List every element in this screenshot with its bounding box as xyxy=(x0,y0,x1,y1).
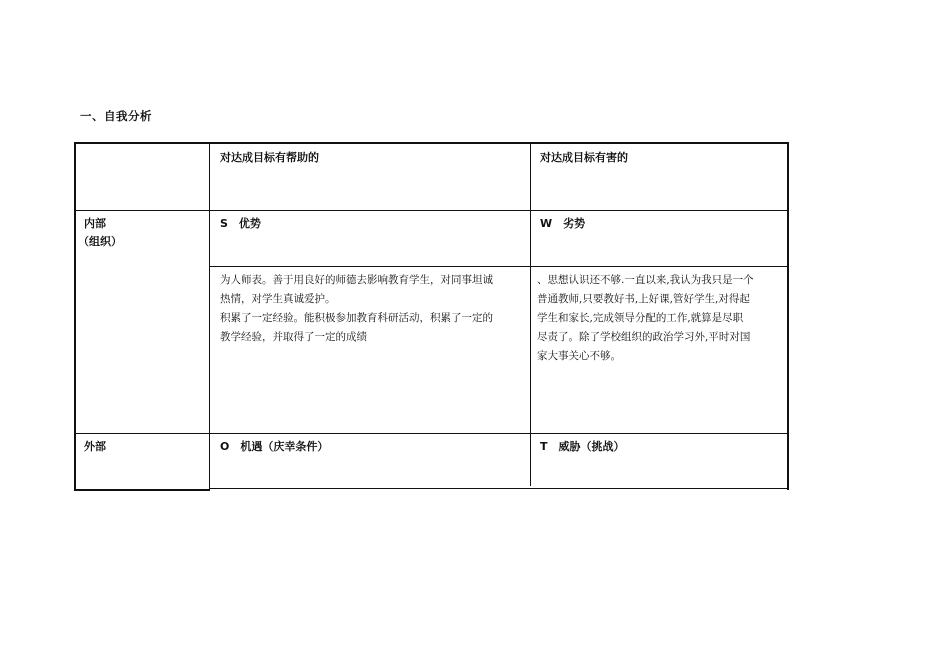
row-divider-2 xyxy=(209,266,789,267)
row-divider-3 xyxy=(74,433,789,434)
weaknesses-content xyxy=(537,271,785,366)
section-heading: 一、自我分析 xyxy=(80,109,152,123)
strengths-line: 积累了一定经验。能积极参加教育科研活动，积累了一定的 xyxy=(220,312,493,324)
strengths-content xyxy=(220,271,528,347)
table-bottom-border xyxy=(209,488,789,489)
table-right-border xyxy=(787,142,789,490)
row-label-external: 外部 xyxy=(84,440,106,453)
header-harmful: 对达成目标有害的 xyxy=(540,151,628,164)
column-divider-1 xyxy=(209,142,210,491)
row-label-organization: （组织） xyxy=(78,235,122,248)
strengths-line: 热情，对学生真诚爱护。 xyxy=(220,293,336,305)
strengths-line: 为人师表。善于用良好的师德去影响教育学生，对同事坦诚 xyxy=(220,274,493,286)
threats-title: T 威胁（挑战） xyxy=(540,440,625,453)
weaknesses-line: 普通教师,只要教好书,上好课,管好学生,对得起 xyxy=(537,293,750,305)
opportunities-title: O 机遇（庆幸条件） xyxy=(220,440,329,453)
swot-table xyxy=(74,142,789,491)
table-top-border xyxy=(74,142,789,144)
weaknesses-line: 家大事关心不够。 xyxy=(537,350,621,362)
column-divider-2 xyxy=(530,142,531,486)
weaknesses-line: 尽责了。除了学校组织的政治学习外,平时对国 xyxy=(537,331,751,343)
row-label-internal: 内部 xyxy=(84,217,106,230)
table-bottom-left-border xyxy=(74,489,210,491)
strengths-title: S 优势 xyxy=(220,217,261,230)
weaknesses-line: 、思想认识还不够.一直以来,我认为我只是一个 xyxy=(537,274,754,286)
strengths-line: 教学经验，并取得了一定的成绩 xyxy=(220,331,367,343)
table-left-border xyxy=(74,142,76,491)
row-divider-1 xyxy=(74,210,789,211)
weaknesses-line: 学生和家长,完成领导分配的工作,就算是尽职 xyxy=(537,312,744,324)
weaknesses-title: W 劣势 xyxy=(540,217,586,230)
header-helpful: 对达成目标有帮助的 xyxy=(220,151,319,164)
